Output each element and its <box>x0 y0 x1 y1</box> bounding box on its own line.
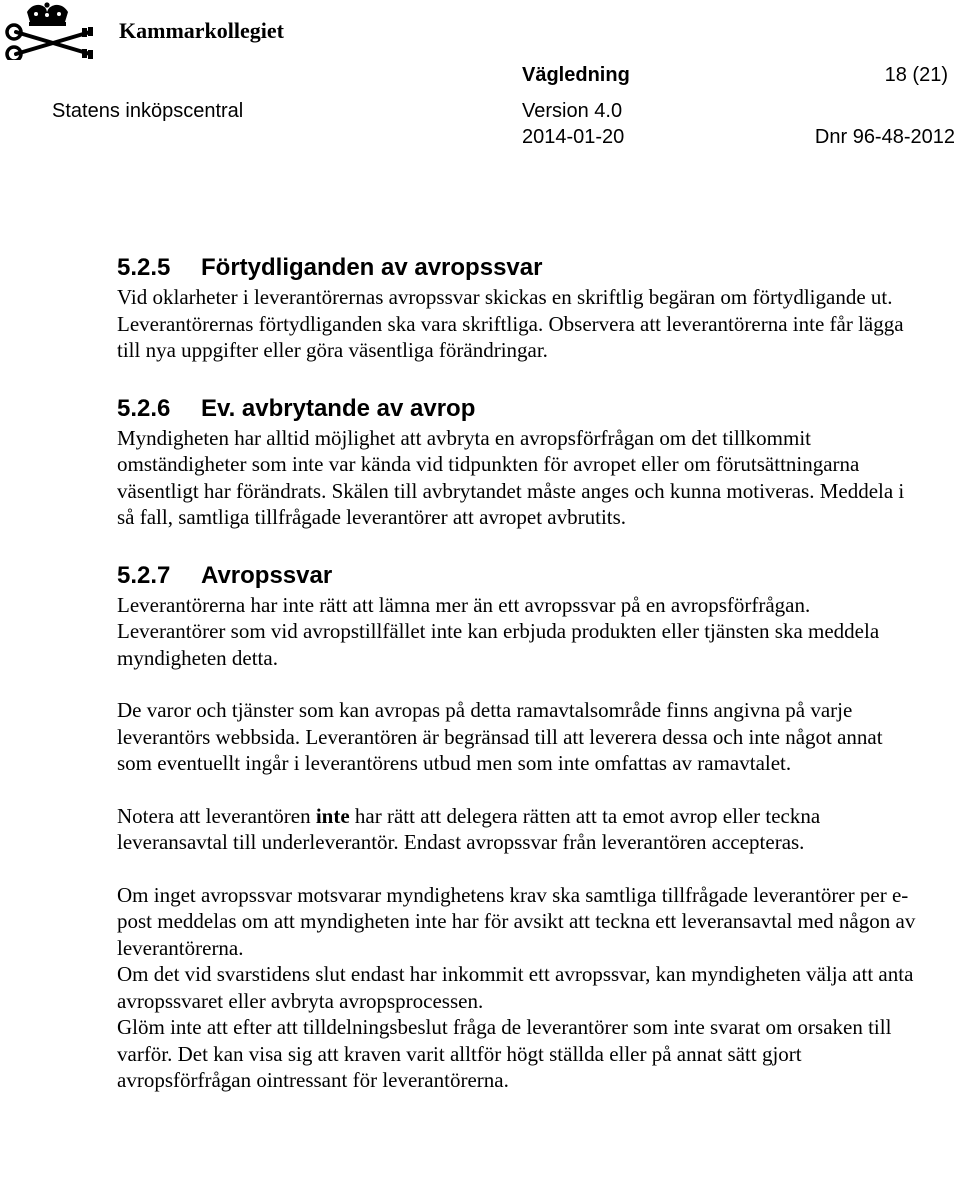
paragraph: Leverantörerna har inte rätt att lämna mer än ett avropssvar på en avropsförfrågan. Leverantörer som vid avropstillfället inte kan erbjuda produkten eller tjänsten ska meddela myndigheten detta. <box>117 592 880 670</box>
section-heading <box>117 560 917 592</box>
section-title: Ev. avbrytande av avrop <box>201 394 476 422</box>
paragraph: Om inget avropssvar motsvarar myndighetens krav ska samtliga tillfrågade leverantörer per e-post meddelas om att myndigheten inte har för avsikt att teckna ett leveransavtal med någon av leverantörerna. <box>117 882 916 960</box>
section-number: 5.2.7 <box>117 561 171 589</box>
organization-name: Kammarkollegiet <box>119 18 284 43</box>
paragraph: Myndigheten har alltid möjlighet att avbryta en avropsförfrågan om det tillkommit omständigheter som inte var kända vid tidpunkten för avropet eller om förutsättningarna väsentligt har förändrats. Skälen till avbrytandet måste anges och kunna motiveras. Meddela i så fall, samtliga tillfrågade leverantörer att avropet avbrutits. <box>117 425 905 529</box>
notice-text: Notera att leverantören <box>117 803 316 828</box>
notice-paragraph <box>117 803 917 856</box>
section-title: Avropssvar <box>201 561 333 589</box>
paragraph: Vid oklarheter i leverantörernas avropssvar skickas en skriftlig begäran om förtydligande ut. Leverantörernas förtydliganden ska vara skriftliga. Observera att leverantörerna inte får lägga till nya uppgifter eller göra väsentliga förändringar. <box>117 285 904 362</box>
document-type: Vägledning <box>522 64 630 86</box>
section-5-2-5 <box>117 252 917 364</box>
section-title: Förtydliganden av avropssvar <box>201 254 543 281</box>
section-5-2-6 <box>117 393 917 531</box>
section-heading <box>117 393 917 425</box>
paragraph: De varor och tjänster som kan avropas på detta ramavtalsområde finns angivna på varje leverantörs webbsida. Leverantören är begränsad till att leverera dessa och inte något annat som eventuellt ingår i leverantörens utbud men som inte omfattas av ramavtalet. <box>117 698 883 775</box>
page-number: 18 (21) <box>884 64 948 86</box>
paragraph: Glöm inte att efter att tilldelningsbeslut fråga de leverantörer som inte svarat om orsaken till varför. Det kan visa sig att kraven varit alltför högt ställda eller på annat sätt gjort avropsförfrågan ointressant för leverantörerna. <box>117 1015 892 1092</box>
department-unit: Statens inköpscentral <box>52 100 244 122</box>
notice-text: har rätt att delegera rätten att ta emot avrop eller teckna leveransavtal till underleverantör. Endast avropssvar från leverantören accepteras. <box>117 803 821 854</box>
paragraph: Om det vid svarstidens slut endast har inkommit ett avropssvar, kan myndigheten välja att anta avropssvaret eller avbryta avropsprocessen. <box>117 962 914 1013</box>
document-version: Version 4.0 <box>522 100 623 122</box>
notice-emphasis: inte <box>315 803 350 828</box>
document-body <box>117 252 917 1094</box>
section-heading <box>117 252 917 284</box>
section-5-2-7 <box>117 560 917 1094</box>
section-number: 5.2.5 <box>117 254 171 281</box>
registration-number: Dnr 96-48-2012 <box>814 126 955 148</box>
section-number: 5.2.6 <box>117 394 171 422</box>
document-date: 2014-01-20 <box>522 126 625 148</box>
crown-keys-logo-icon <box>2 2 112 60</box>
